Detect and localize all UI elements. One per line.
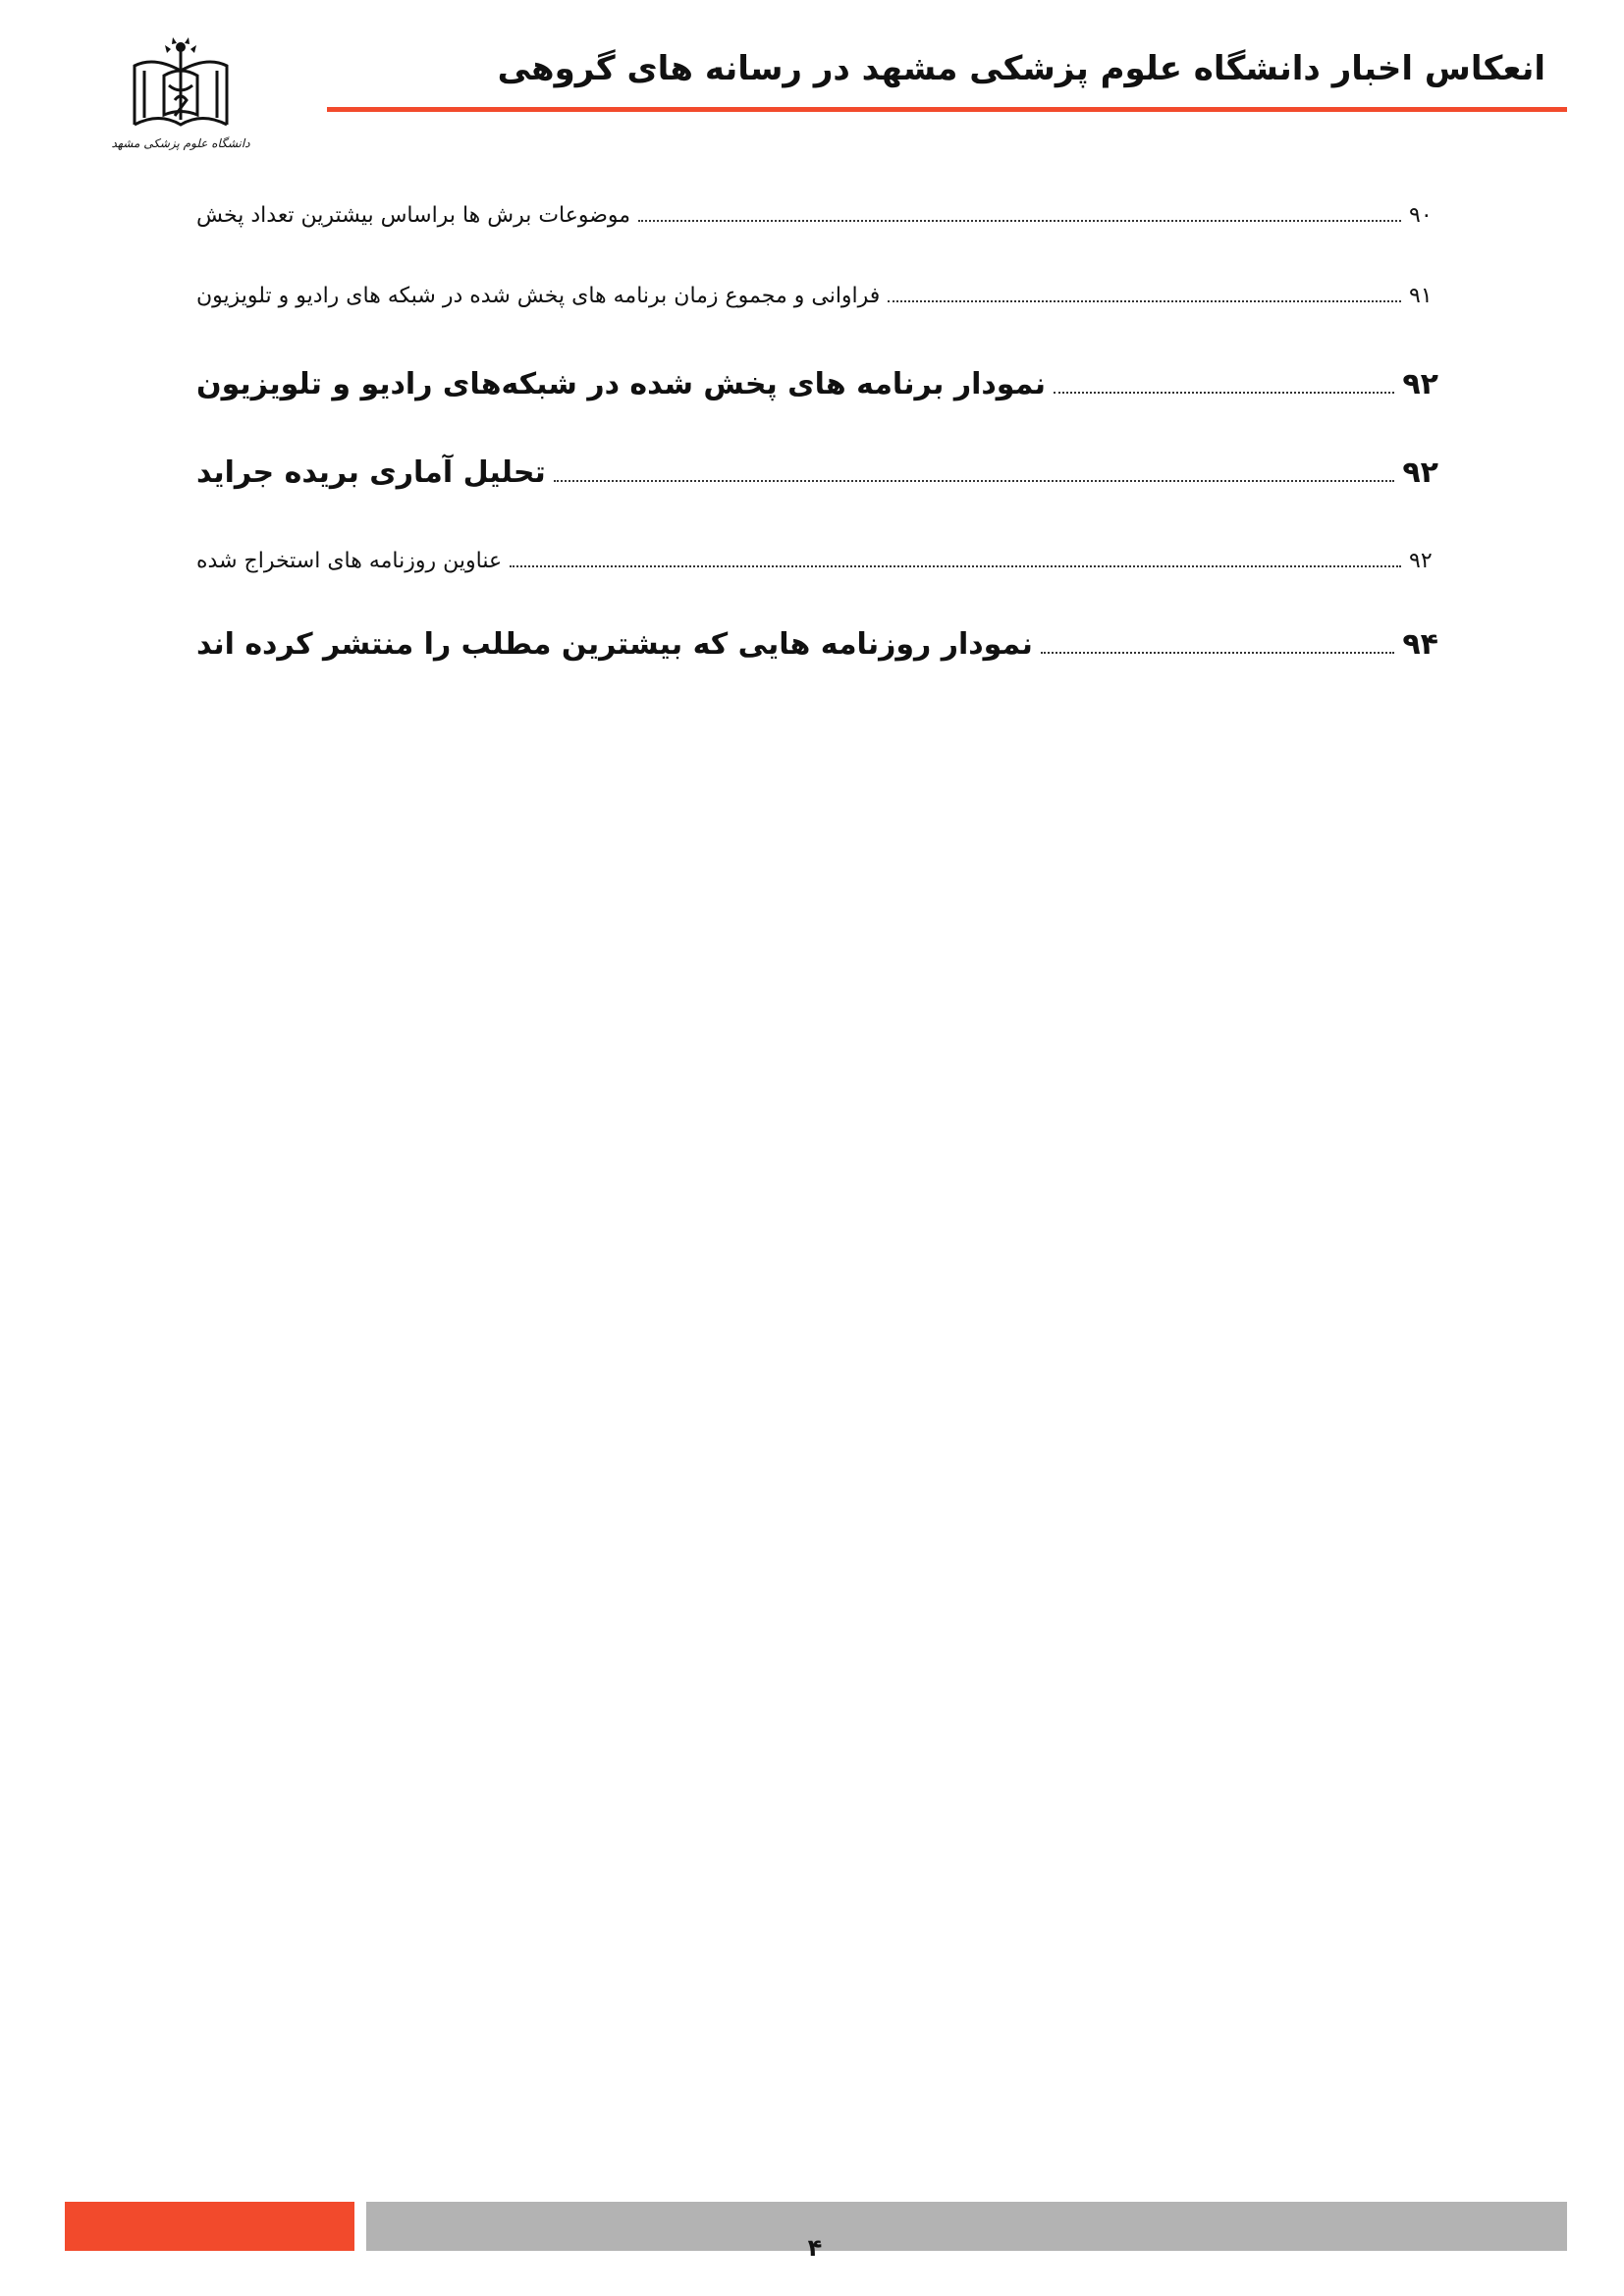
document-title: انعکاس اخبار دانشگاه علوم پزشکی مشهد در رسانه های گروهی bbox=[497, 49, 1545, 88]
toc-entry[interactable] bbox=[196, 542, 1438, 581]
toc-dot-leader bbox=[1041, 652, 1395, 654]
toc-entry-title: عناوین روزنامه های استخراج شده bbox=[196, 549, 503, 573]
logo-caption: دانشگاه علوم پزشکی مشهد bbox=[111, 136, 250, 150]
toc-entry-title: تحلیل آماری بریده جراید bbox=[196, 455, 546, 490]
toc-dot-leader bbox=[510, 565, 1401, 567]
toc-entry-title: نمودار روزنامه هایی که بیشترین مطلب را منتشر کرده اند bbox=[196, 627, 1033, 662]
toc-entry[interactable] bbox=[196, 449, 1438, 498]
university-logo bbox=[110, 31, 252, 164]
toc-entry-title: نمودار برنامه های پخش شده در شبکه‌های رادیو و تلویزیون bbox=[196, 367, 1046, 401]
toc-entry[interactable] bbox=[196, 196, 1438, 236]
toc-entry-page: ۹۴ bbox=[1402, 627, 1438, 662]
toc-entry-page: ۹۲ bbox=[1402, 455, 1438, 490]
footer-bar bbox=[366, 2202, 1567, 2251]
header-divider bbox=[327, 107, 1567, 112]
toc-dot-leader bbox=[1054, 392, 1394, 394]
toc-entry[interactable] bbox=[196, 620, 1438, 669]
university-emblem-icon bbox=[110, 31, 252, 164]
toc-entry[interactable] bbox=[196, 360, 1438, 409]
toc-entry-title: موضوعات برش ها براساس بیشترین تعداد پخش bbox=[196, 203, 631, 228]
toc-dot-leader bbox=[638, 220, 1401, 222]
toc-entry-page: ۹۲ bbox=[1409, 549, 1433, 573]
toc-entry-page: ۹۱ bbox=[1409, 284, 1433, 308]
footer-accent-bar bbox=[65, 2202, 354, 2251]
toc-dot-leader bbox=[554, 480, 1395, 482]
page-number: ۴ bbox=[807, 2234, 823, 2262]
toc-dot-leader bbox=[888, 300, 1401, 302]
toc-entry-page: ۹۰ bbox=[1409, 203, 1433, 228]
toc-entry-page: ۹۲ bbox=[1402, 367, 1438, 401]
toc-entry-title: فراوانی و مجموع زمان برنامه های پخش شده در شبکه های رادیو و تلویزیون bbox=[196, 284, 881, 308]
toc-entry[interactable] bbox=[196, 277, 1438, 316]
